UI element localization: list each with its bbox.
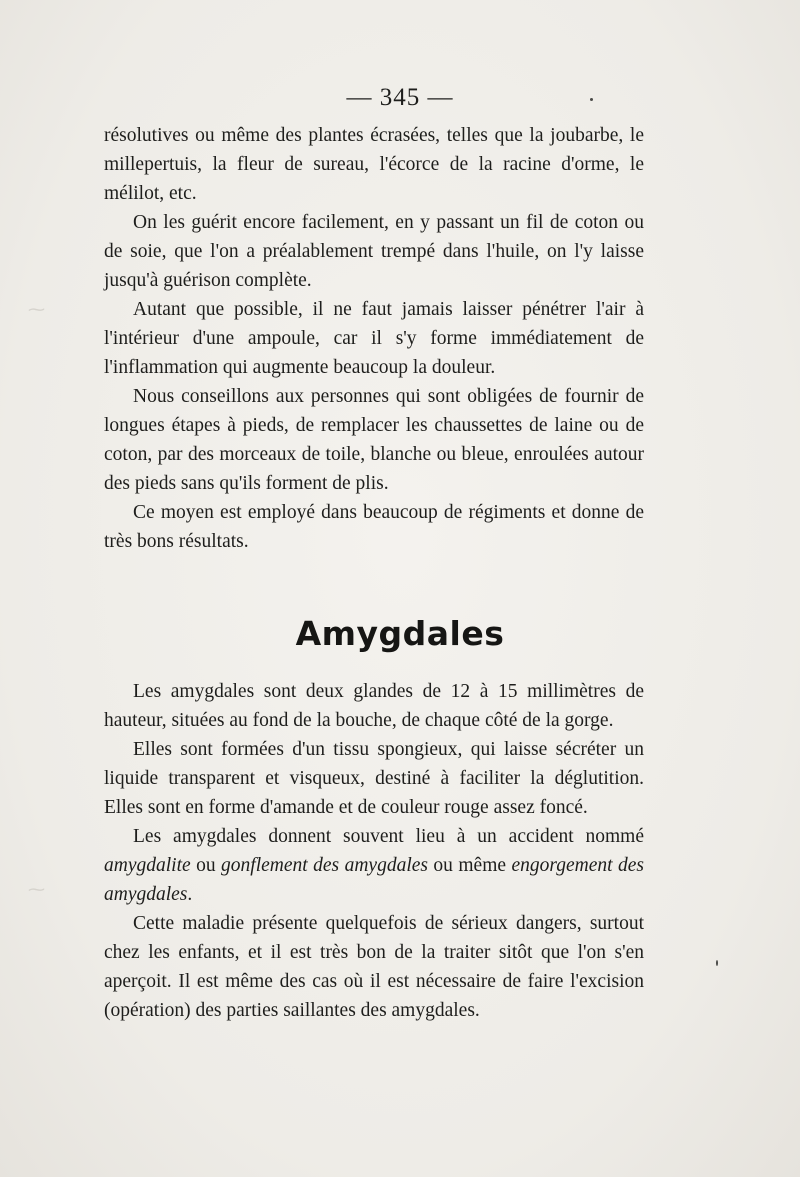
paragraph: résolutives ou même des plantes écrasées, telles que la joubarbe, le millepertuis, la fleur de sureau, l'écorce de la racine d'orme, le mélilot, etc. <box>104 125 644 204</box>
body-text-after <box>104 677 644 1025</box>
body-text-before <box>104 121 644 556</box>
bleed-through-mark: ⁓ <box>28 880 46 899</box>
paragraph: Ce moyen est employé dans beaucoup de régiments et donne de très bons résultats. <box>104 502 644 552</box>
paragraph: On les guérit encore facilement, en y passant un fil de coton ou de soie, que l'on a préalablement trempé dans l'huile, on l'y laisse jusqu'à guérison complète. <box>104 212 644 291</box>
page-number: — 345 — <box>346 84 454 111</box>
paragraph: Nous conseillons aux personnes qui sont obligées de fournir de longues étapes à pieds, de remplacer les chaussettes de laine ou de coton, par des morceaux de toile, blanche ou bleue, enroulées autour des pieds sans qu'ils forment de plis. <box>104 386 644 494</box>
italic-term: gonflement des amygdales <box>221 855 428 876</box>
text-run: ou même <box>427 855 512 876</box>
ink-speck <box>716 960 718 966</box>
text-run: ou <box>190 855 222 876</box>
section-heading: Amygdales <box>295 614 505 653</box>
paragraph: Les amygdales sont deux glandes de 12 à 15 millimètres de hauteur, situées au fond de la bouche, de chaque côté de la gorge. <box>104 681 644 731</box>
paragraph <box>104 822 644 909</box>
paragraph: Elles sont formées d'un tissu spongieux, qui laisse sécréter un liquide transparent et visqueux, destiné à faciliter la déglutition. Elles sont en forme d'amande et de couleur rouge assez foncé. <box>104 739 644 818</box>
text-run: . <box>187 884 193 905</box>
italic-term: engorgement des amygdales <box>104 855 644 905</box>
paragraph: Cette maladie présente quelquefois de sérieux dangers, surtout chez les enfants, et il est très bon de la traiter sitôt que l'on s'en aperçoit. Il est même des cas où il est nécessaire de faire l'excision (opération) des parties saillantes des amygdales. <box>104 913 644 1021</box>
bleed-through-mark: ⁓ <box>28 300 46 319</box>
italic-term: amygdalite <box>104 855 191 876</box>
text-run: Les amygdales donnent souvent lieu à un accident nommé <box>133 826 644 847</box>
paragraph: Autant que possible, il ne faut jamais laisser pénétrer l'air à l'intérieur d'une ampoule, car il s'y forme immédiatement de l'inflammation qui augmente beaucoup la douleur. <box>104 299 644 378</box>
